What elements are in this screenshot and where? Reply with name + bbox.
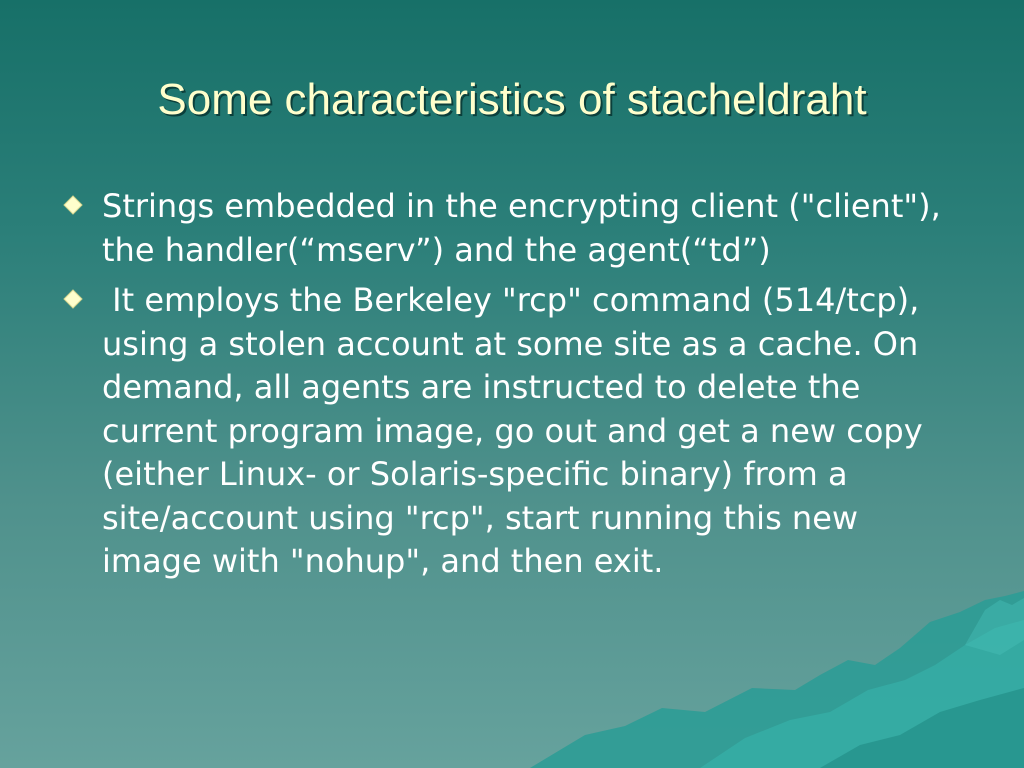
bullet-list [62, 185, 967, 591]
bullet-text: Strings embedded in the encrypting client ("client"), the handler(“mserv”) and the agent(“td”) [102, 187, 941, 269]
bullet-text: It employs the Berkeley "rcp" command (514/tcp), using a stolen account at some site as a cache. On demand, all agents are instructed to delete the current program image, go out and get a new copy (either Linux- or Solaris-specific binary) from a site/account using "rcp", start running this new image with "nohup", and then exit. [102, 281, 933, 580]
diamond-bullet-icon [62, 288, 84, 310]
bullet-item [62, 185, 967, 272]
diamond-bullet-icon [62, 194, 84, 216]
slide-title: Some characteristics of stacheldraht [157, 75, 867, 124]
bullet-item [62, 279, 967, 584]
